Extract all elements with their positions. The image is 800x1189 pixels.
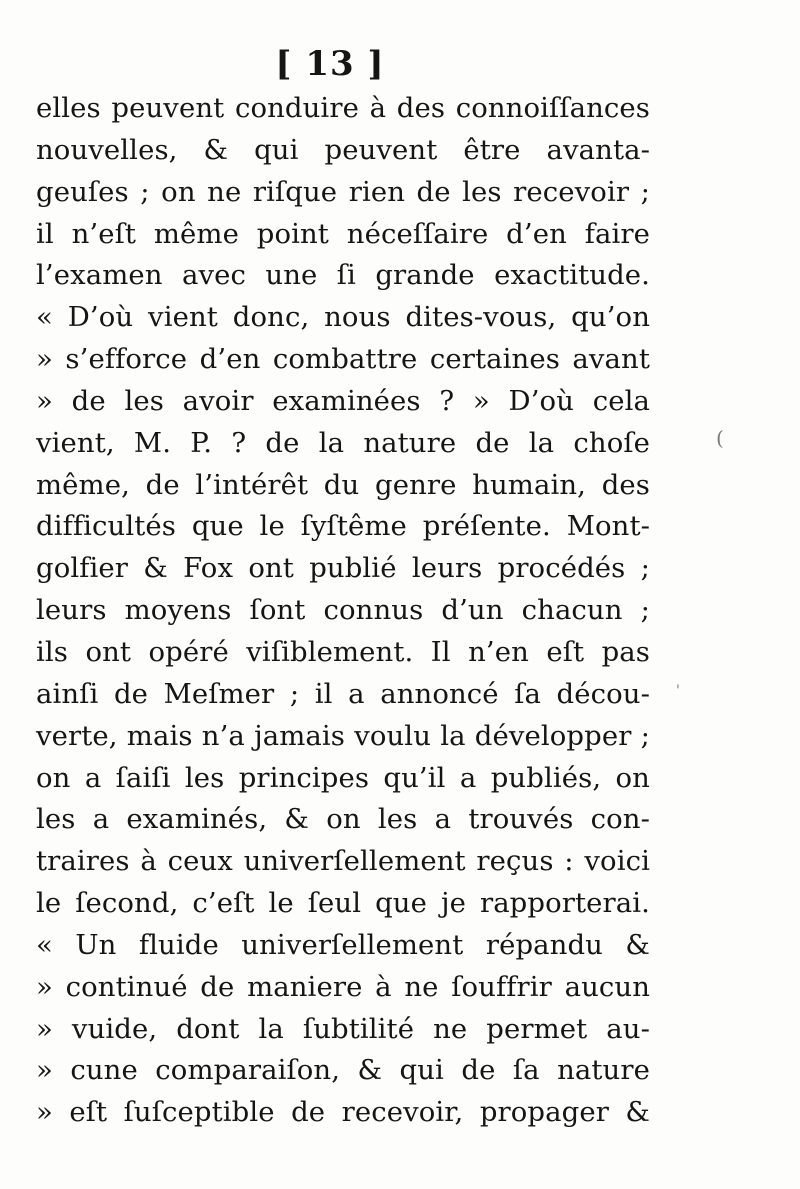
text-line: vient, M. P. ? de la nature de la choſe bbox=[36, 426, 650, 459]
body-text bbox=[36, 88, 650, 1134]
text-line: « Un fluide univerſellement répandu & bbox=[36, 928, 650, 961]
text-line: nouvelles, & qui peuvent être avanta- bbox=[36, 133, 650, 166]
paper-speck: ( bbox=[716, 426, 724, 450]
text-line: il n’eſt même point néceſſaire d’en faire bbox=[36, 217, 650, 250]
page-number: [ 13 ] bbox=[275, 44, 385, 84]
text-line: verte, mais n’a jamais voulu la développer ; bbox=[36, 719, 650, 752]
text-line: on a ſaiſi les principes qu’il a publiés, on bbox=[36, 761, 650, 794]
text-line: » cune comparaiſon, & qui de ſa nature bbox=[36, 1054, 650, 1087]
text-line: difficultés que le ſyſtême préſente. Mont- bbox=[36, 510, 650, 543]
text-line: « D’où vient donc, nous dites-vous, qu’on bbox=[36, 301, 650, 334]
text-line: » de les avoir examinées ? » D’où cela bbox=[36, 384, 650, 417]
text-line: » vuide, dont la ſubtilité ne permet au- bbox=[36, 1012, 650, 1045]
text-line: le ſecond, c’eſt le ſeul que je rapporterai. bbox=[36, 887, 650, 920]
text-line: même, de l’intérêt du genre humain, des bbox=[36, 468, 650, 501]
text-line: ils ont opéré viſiblement. Il n’en eſt pas bbox=[36, 635, 650, 668]
text-line: traires à ceux univerſellement reçus : voici bbox=[36, 845, 650, 878]
text-line: leurs moyens ſont connus d’un chacun ; bbox=[36, 594, 650, 627]
text-line: » s’efforce d’en combattre certaines avant bbox=[36, 343, 650, 376]
text-line: les a examinés, & on les a trouvés con- bbox=[36, 803, 650, 836]
text-line: golfier & Fox ont publié leurs procédés ; bbox=[36, 552, 650, 585]
text-line: l’examen avec une ſi grande exactitude. bbox=[36, 259, 650, 292]
text-line: » eſt ſuſceptible de recevoir, propager & bbox=[36, 1096, 650, 1129]
text-line: geuſes ; on ne riſque rien de les recevoir ; bbox=[36, 175, 650, 208]
paper-speck: ' bbox=[676, 683, 680, 699]
text-line: ainſi de Meſmer ; il a annoncé ſa décou- bbox=[36, 677, 650, 710]
text-line: » continué de maniere à ne ſouffrir aucun bbox=[36, 970, 650, 1003]
text-line: elles peuvent conduire à des connoiſſances bbox=[36, 92, 650, 124]
